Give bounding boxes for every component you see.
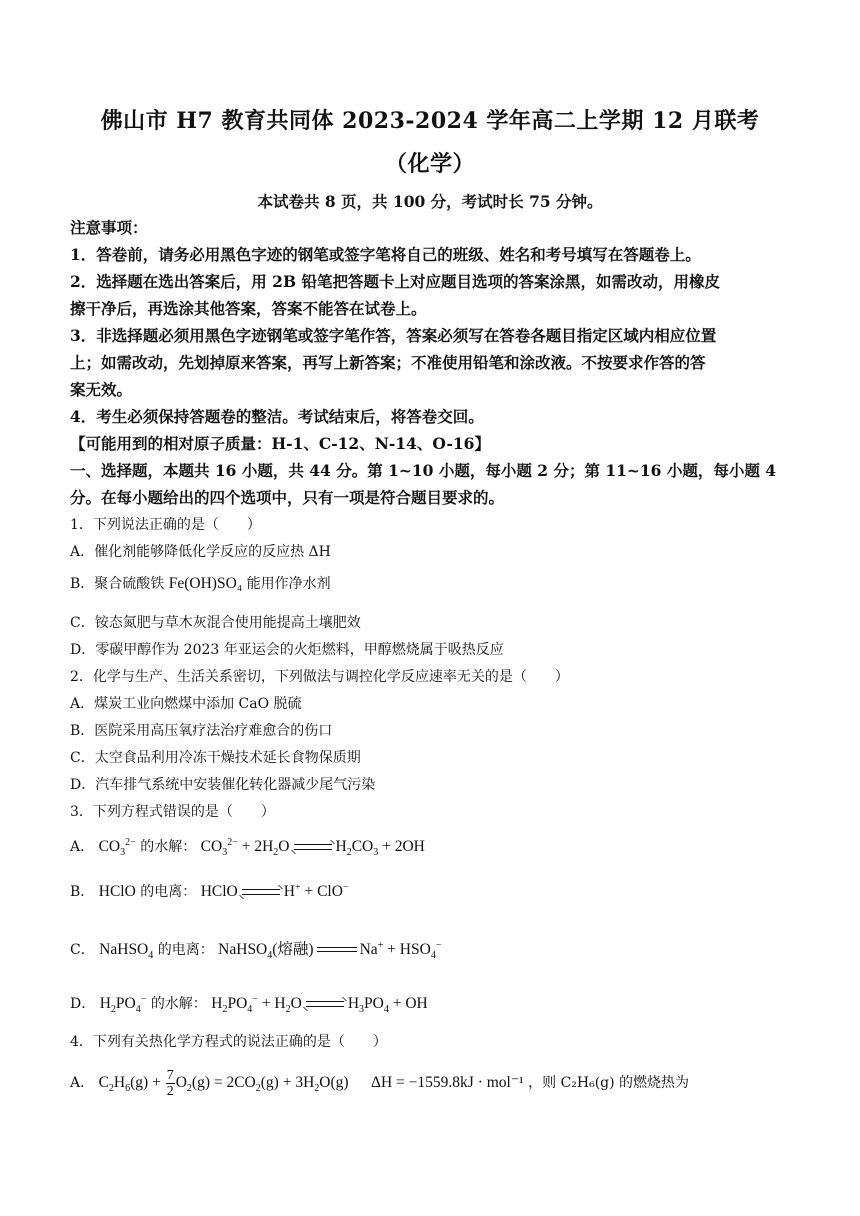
q1-option-d: D．零碳甲醇作为 2023 年亚运会的火炬燃料，甲醇燃烧属于吸热反应 bbox=[70, 642, 504, 658]
section1-instructions-1: 一、选择题，本题共 16 小题，共 44 分。第 1~10 小题，每小题 2 分；第 11~16 小题，每小题 4 bbox=[70, 461, 777, 480]
q3-a-equation: $CO_3^{2-} + 2H_2O$ $H_2CO_3 + 2OH$ bbox=[200, 836, 425, 859]
notice-line-7: 4．考生必须保持答题卷的整洁。考试结束后，将答卷交回。 bbox=[70, 407, 484, 426]
reversible-arrow-icon bbox=[240, 887, 282, 897]
notice-line-2: 2．选择题在选出答案后，用 2B 铅笔把答题卡上对应题目选项的答案涂黑，如需改动，用橡皮 bbox=[70, 272, 720, 291]
exam-title: 佛山市 H7 教育共同体 2023-2024 学年高二上学期 12 月联考 bbox=[100, 108, 760, 134]
q1-stem: 1．下列说法正确的是（ ） bbox=[70, 517, 261, 533]
q4-delta-h: ΔH = −1559.8kJ · mol⁻¹ bbox=[371, 1074, 524, 1092]
q1-option-c: C．铵态氮肥与草木灰混合使用能提高土壤肥效 bbox=[70, 615, 361, 631]
q4-a-equation: $C_2H_6(g)$ + $\frac{7}{2}$ $O_2(g) = 2CO_2(g) + 3H_2O(g)$ bbox=[98, 1068, 349, 1099]
atomic-mass-note: 【可能用到的相对原子质量：H-1、C-12、N-14、O-16】 bbox=[70, 434, 490, 453]
q2-option-d: D．汽车排气系统中安装催化转化器减少尾气污染 bbox=[70, 777, 376, 793]
q1-option-a: A．催化剂能够降低化学反应的反应热 ΔH bbox=[70, 544, 331, 560]
q4-a-tail: ，则 C₂H₆(g) 的燃烧热为 bbox=[528, 1075, 690, 1092]
q2-stem: 2．化学与生产、生活关系密切，下列做法与调控化学反应速率无关的是（ ） bbox=[70, 669, 569, 685]
notice-line-3: 擦干净后，再选涂其他答案，答案不能答在试卷上。 bbox=[70, 299, 427, 318]
q3-option-a: A． $CO_3^{2-}$ 的水解： $CO_3^{2-} + 2H_2O$ $H_2CO_3 + 2OH$ bbox=[70, 836, 425, 859]
exam-info: 本试卷共 8 页，共 100 分，考试时长 75 分钟。 bbox=[257, 192, 603, 211]
q1-formula: Fe(OH)SO₄ bbox=[168, 575, 243, 592]
q3-c-salt: NaHSO$_4$ bbox=[99, 941, 154, 962]
q3-option-c: C． NaHSO$_4$ 的电离： NaHSO$_4$(熔融) $Na^+ + HSO_4^-$ bbox=[70, 939, 442, 962]
exam-subtitle: （化学） bbox=[384, 151, 475, 177]
q2-option-a: A．煤炭工业向燃煤中添加 CaO 脱硫 bbox=[70, 696, 302, 712]
notice-line-4: 3．非选择题必须用黑色字迹钢笔或签字笔作答，答案必须写在答卷各题目指定区域内相应位置 bbox=[70, 326, 717, 345]
q3-option-b: B． HClO 的电离： HClO H+ + ClO− bbox=[70, 881, 349, 900]
reversible-arrow-icon bbox=[292, 842, 334, 852]
q2-option-b: B．医院采用高压氧疗法治疗难愈合的伤口 bbox=[70, 723, 333, 739]
q2-option-c: C．太空食品利用冷冻干燥技术延长食物保质期 bbox=[70, 750, 361, 766]
q4-option-a: A． $C_2H_6(g)$ + $\frac{7}{2}$ $O_2(g) = 2CO_2(g) + 3H_2O(g) \Delta H = -1559.8kJ \cdot mol^{-1}$ ，则 C₂H₆(g) 的燃烧热为 bbox=[70, 1068, 690, 1099]
equals-sign-icon bbox=[317, 946, 357, 954]
q3-c-equation: NaHSO$_4$(熔融) $Na^+ + HSO_4^-$ bbox=[218, 939, 442, 962]
q3-b-equation: HClO H+ + ClO− bbox=[200, 881, 349, 900]
q4-stem: 4．下列有关热化学方程式的说法正确的是（ ） bbox=[70, 1034, 387, 1050]
fraction: $\frac{7}{2}$ bbox=[166, 1068, 174, 1099]
section1-instructions-2: 分。在每小题给出的四个选项中，只有一项是符合题目要求的。 bbox=[70, 488, 505, 507]
q3-stem: 3．下列方程式错误的是（ ） bbox=[70, 804, 275, 820]
reversible-arrow-icon bbox=[304, 999, 346, 1009]
q3-d-ion: $H_2PO_4^-$ bbox=[99, 993, 147, 1016]
q3-d-equation: $H_2PO_4^- + H_2O$ $H_3PO_4$ + OH bbox=[211, 993, 428, 1016]
notice-line-1: 1．答卷前，请务必用黑色字迹的钢笔或签字笔将自己的班级、姓名和考号填写在答题卷上。 bbox=[70, 245, 701, 264]
notice-line-5: 上；如需改动，先划掉原来答案，再写上新答案；不准使用铅笔和涂改液。不按要求作答的答 bbox=[70, 353, 706, 372]
q1-option-b: B．聚合硫酸铁 Fe(OH)SO₄ 能用作净水剂 bbox=[70, 575, 331, 592]
q3-b-acid: HClO bbox=[98, 883, 136, 900]
notice-heading: 注意事项： bbox=[70, 218, 148, 237]
q3-option-d: D． $H_2PO_4^-$ 的水解： $H_2PO_4^- + H_2O$ $H_3PO_4$ + OH bbox=[70, 993, 428, 1016]
q3-a-ion: $CO_3^{2-}$ bbox=[98, 836, 136, 859]
notice-line-6: 案无效。 bbox=[70, 380, 133, 399]
